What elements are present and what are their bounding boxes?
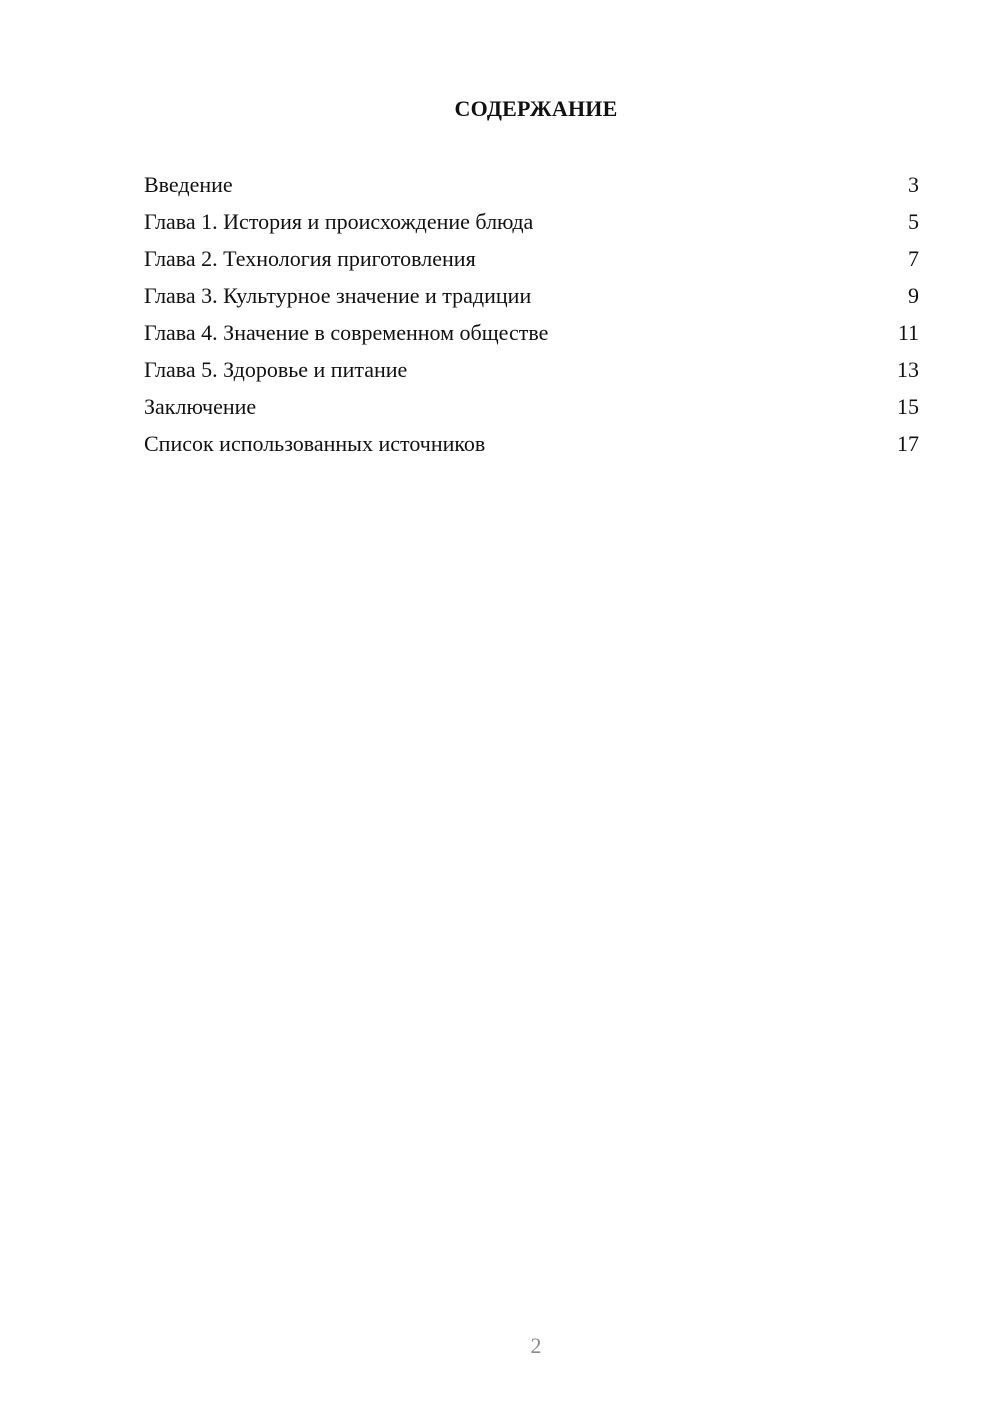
toc-entry-label: Глава 4. Значение в современном обществе bbox=[144, 320, 549, 345]
toc-entry bbox=[144, 244, 919, 281]
toc-title: СОДЕРЖАНИЕ bbox=[454, 96, 618, 121]
toc-entry-label: Введение bbox=[144, 172, 233, 197]
toc-entry-page: 17 bbox=[897, 431, 919, 456]
toc-entry bbox=[144, 281, 919, 318]
toc-entry bbox=[144, 207, 919, 244]
toc-entry-page: 13 bbox=[897, 357, 919, 382]
toc-entry-label: Список использованных источников bbox=[144, 431, 486, 456]
toc-entry-page: 5 bbox=[908, 209, 919, 234]
page-number: 2 bbox=[530, 1333, 542, 1358]
toc-entry-label: Глава 5. Здоровье и питание bbox=[144, 357, 408, 382]
toc-entry bbox=[144, 170, 919, 207]
toc-entry-label: Глава 2. Технология приготовления bbox=[144, 246, 476, 271]
toc-list bbox=[144, 170, 919, 466]
toc-entry bbox=[144, 392, 919, 429]
toc-entry-page: 9 bbox=[908, 283, 919, 308]
toc-entry-page: 7 bbox=[908, 246, 919, 271]
toc-entry bbox=[144, 318, 919, 355]
toc-entry bbox=[144, 355, 919, 392]
toc-entry-label: Глава 3. Культурное значение и традиции bbox=[144, 283, 532, 308]
toc-entry-page: 11 bbox=[897, 320, 919, 345]
toc-entry-page: 15 bbox=[897, 394, 919, 419]
toc-entry bbox=[144, 429, 919, 466]
toc-entry-page: 3 bbox=[908, 172, 919, 197]
toc-entry-label: Глава 1. История и происхождение блюда bbox=[144, 209, 534, 234]
toc-entry-label: Заключение bbox=[144, 394, 257, 419]
